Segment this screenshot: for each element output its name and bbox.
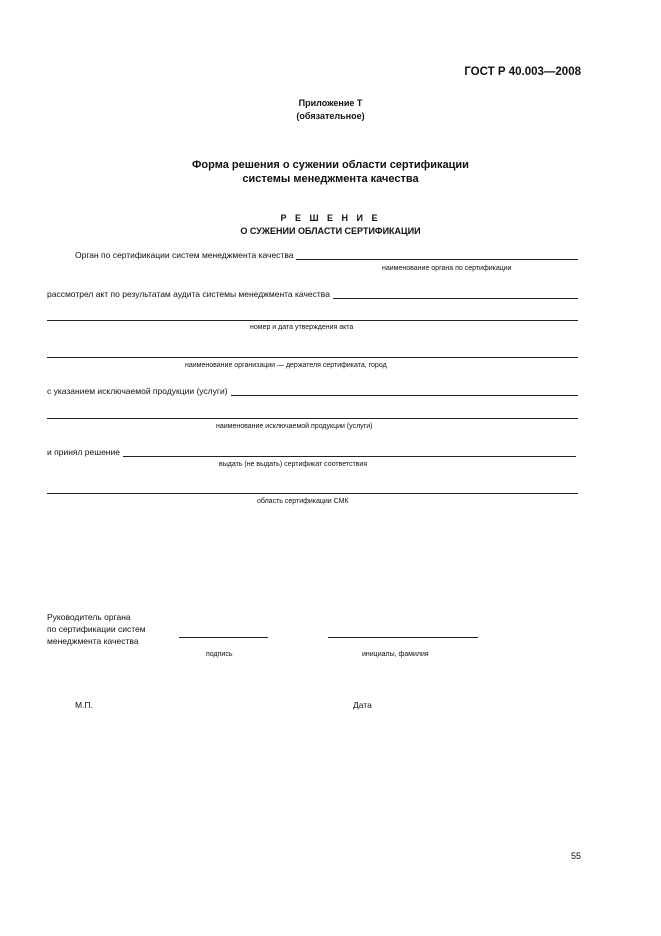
audit-label: рассмотрел акт по результатам аудита системы менеджмента качества [47,289,330,299]
decision-field [47,447,576,457]
stamp-label: М.П. [75,700,93,710]
name-caption: инициалы, фамилия [362,651,429,658]
annex-title: Приложение Т [298,98,363,108]
act-line[interactable] [47,320,578,321]
document-code: ГОСТ Р 40.003—2008 [464,66,581,78]
cert-body-field [75,250,578,260]
signatory-line3: менеджмента качества [47,636,139,646]
decision-label: и принял решение [47,447,120,457]
annex-status: (обязательное) [296,111,365,121]
form-title-line1: Форма решения о сужении области сертификации [192,159,469,171]
decision-heading [0,212,661,238]
org-caption: наименование организации — держателя сертификата, город [185,362,387,369]
excluded-line[interactable] [231,386,578,396]
decision-subtitle: О СУЖЕНИИ ОБЛАСТИ СЕРТИФИКАЦИИ [240,226,421,236]
signature-line[interactable] [179,637,268,638]
excluded-label: с указанием исключаемой продукции (услуги) [47,386,228,396]
cert-body-label: Орган по сертификации систем менеджмента качества [75,250,294,260]
decision-caption: выдать (не выдать) сертификат соответствия [219,461,368,468]
audit-field [47,289,578,299]
excluded-line-2[interactable] [47,418,578,419]
form-title-line2: системы менеджмента качества [242,173,419,185]
decision-line[interactable] [123,447,576,457]
excluded-field [47,386,578,396]
cert-body-line[interactable] [296,250,578,260]
signatory-line1: Руководитель органа [47,612,131,622]
date-label: Дата [353,700,372,710]
cert-body-caption: наименование органа по сертификации [382,265,512,272]
excluded-caption: наименование исключаемой продукции (услуги) [216,423,373,430]
page-number: 55 [570,851,581,861]
scope-caption: область сертификации СМК [257,498,349,505]
audit-line[interactable] [333,289,578,299]
scope-line[interactable] [47,493,578,494]
decision-word: Р Е Ш Е Н И Е [280,213,381,223]
signature-caption: подпись [206,651,233,658]
org-line[interactable] [47,357,578,358]
form-title [0,158,661,186]
name-line[interactable] [328,637,478,638]
signatory-line2: по сертификации систем [47,624,146,634]
act-caption: номер и дата утверждения акта [250,324,354,331]
annex-heading [0,97,661,123]
signatory-title [47,611,146,647]
